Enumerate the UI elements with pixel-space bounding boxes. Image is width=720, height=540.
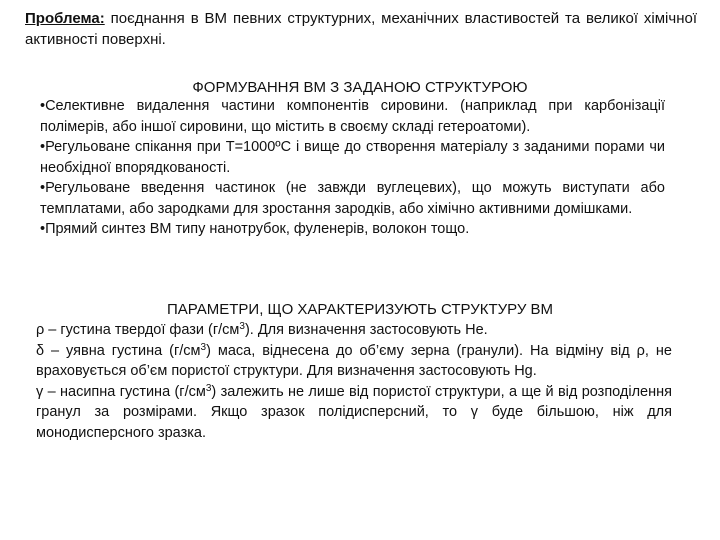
rho-exponent: 3 <box>239 321 245 332</box>
problem-statement <box>25 8 697 50</box>
delta-text: δ – уявна густина (г/см <box>36 342 201 359</box>
formation-methods-list <box>40 96 665 240</box>
problem-label: Проблема: <box>25 10 105 27</box>
parameter-rho <box>36 320 672 341</box>
section-heading-formation: ФОРМУВАННЯ ВМ З ЗАДАНОЮ СТРУКТУРОЮ <box>192 79 528 96</box>
parameters-list <box>36 320 672 443</box>
delta-text-end: ) маса, віднесена до об’єму зерна (гранули). На відміну від ρ, не враховується об’єм пористої структури. Для визначення застосовують Hg. <box>36 342 672 379</box>
parameter-gamma <box>36 382 672 444</box>
parameter-delta <box>36 341 672 382</box>
list-item: •Прямий синтез ВМ типу нанотрубок, фуленерів, волокон тощо. <box>40 221 470 237</box>
problem-text: поєднання в ВМ певних структурних, механічних властивостей та великої хімічної активності поверхні. <box>25 10 697 48</box>
delta-exponent: 3 <box>200 341 207 353</box>
rho-text: ρ – густина твердої фази (г/см <box>36 322 240 338</box>
list-item: •Регульоване спікання при Т=1000ºС і вище до створення матеріалу з заданими порами чи необхідної впорядкованості. <box>40 139 665 176</box>
list-item: •Регульоване введення частинок (не завжди вуглецевих), що можуть виступати або темплатами, або зародками для зростання зародків, або хімічно активними домішками. <box>40 180 665 217</box>
gamma-text: γ – насипна густина (г/см <box>36 383 206 400</box>
list-item: •Селективне видалення частини компонентів сировини. (наприклад при карбонізації полімерів, або іншої сировини, що містить в своєму складі гетероатоми). <box>40 98 665 135</box>
gamma-text-end: ) залежить не лише від пористої структури, а ще й від розподілення гранул за розмірами. Якщо зразок полідисперсний, то γ буде більшою, ніж для монодисперсного зразка. <box>36 383 672 441</box>
rho-text-end: ). Для визначення застосовують He. <box>244 322 488 338</box>
gamma-exponent: 3 <box>205 382 212 394</box>
section-heading-parameters: ПАРАМЕТРИ, ЩО ХАРАКТЕРИЗУЮТЬ СТРУКТУРУ ВМ <box>166 301 554 318</box>
